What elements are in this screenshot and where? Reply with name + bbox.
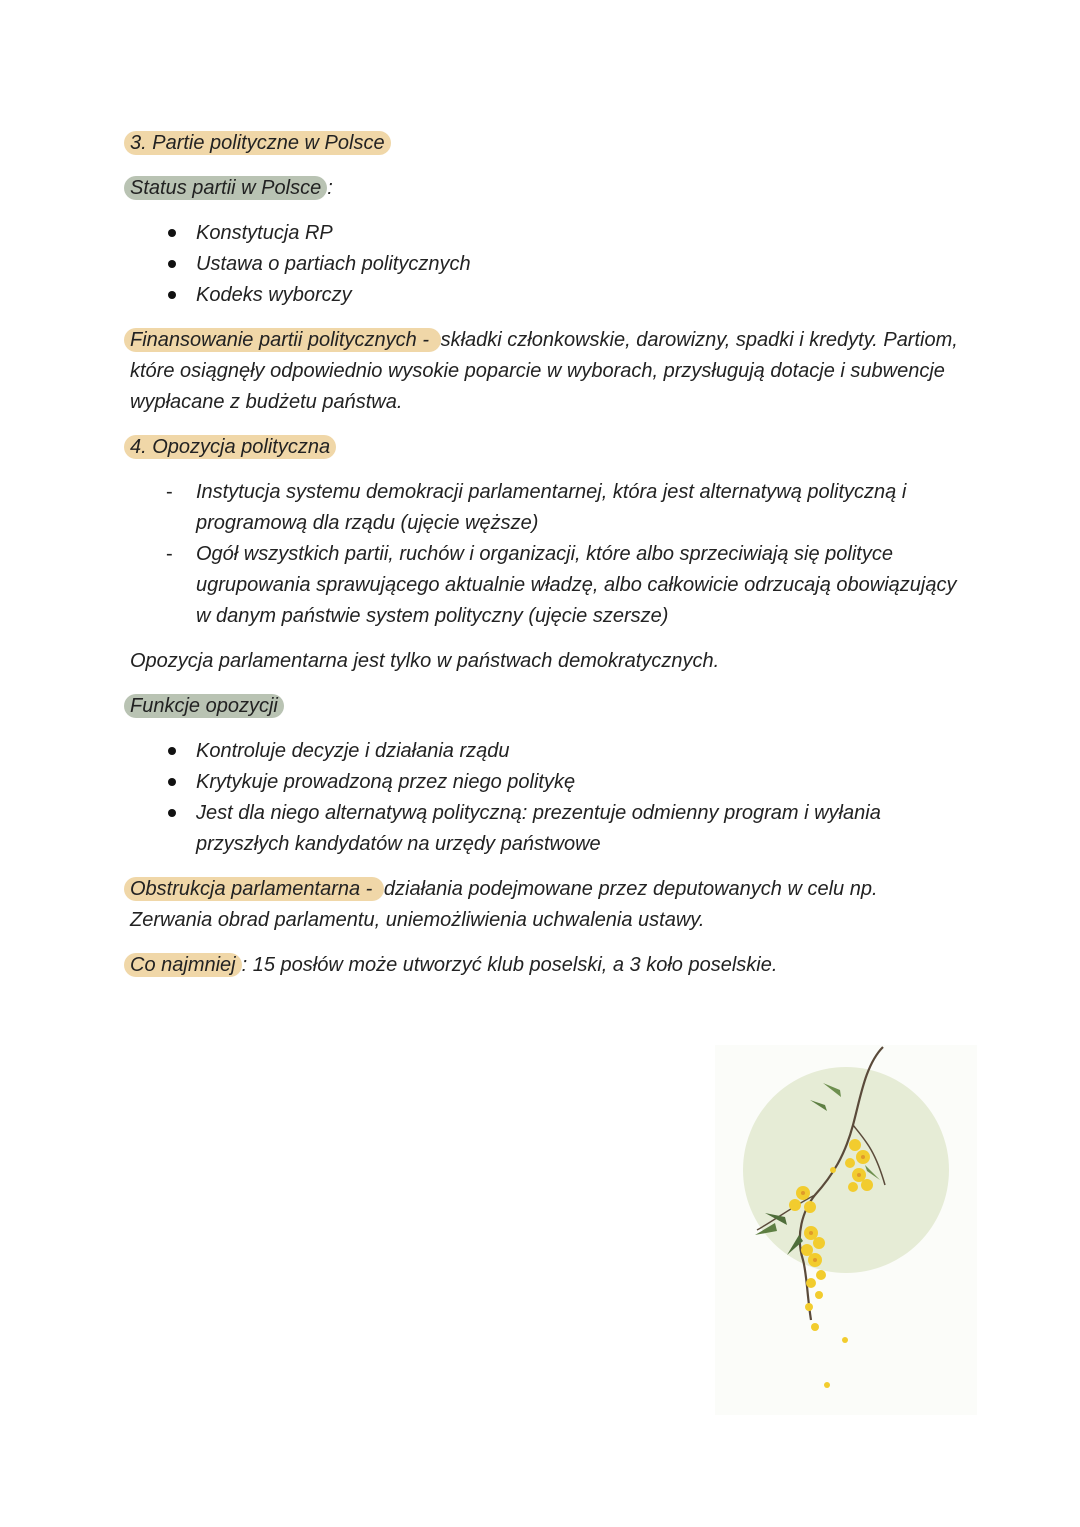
list-item — [130, 736, 960, 767]
status-item-text: Konstytucja RP — [196, 222, 333, 244]
list-item — [130, 767, 960, 798]
definitions-list — [130, 477, 960, 632]
section-4-heading-text: 4. Opozycja polityczna — [124, 435, 336, 459]
status-colon: : — [327, 177, 333, 199]
notes-content — [130, 128, 960, 981]
definition-text: Instytucja systemu demokracji parlamentarnej, która jest alternatywą polityczną i programową dla rządu (ujęcie węższe) — [196, 481, 907, 534]
status-label-line — [130, 173, 960, 204]
finance-text: składki członkowskie, darowizny, spadki i kredyty. Partiom, które osiągnęły odpowiednio wysokie poparcie w wyborach, przysługują dotacje i subwencje wypłacane z budżetu państwa. — [130, 329, 958, 413]
list-item — [130, 280, 960, 311]
list-item — [130, 477, 960, 539]
function-text: Jest dla niego alternatywą polityczną: prezentuje odmienny program i wyłania przyszłych kandydatów na urzędy państwowe — [196, 802, 881, 855]
list-item — [130, 798, 960, 860]
bullet-icon — [168, 260, 176, 268]
status-label: Status partii w Polsce — [124, 176, 327, 200]
dash-icon: - — [166, 481, 173, 503]
minimum-term: Co najmniej — [124, 953, 242, 977]
status-list — [130, 218, 960, 311]
list-item — [130, 249, 960, 280]
bullet-icon — [168, 747, 176, 755]
flowering-branch-icon — [715, 1045, 977, 1415]
minimum-text: : 15 posłów może utworzyć klub poselski, a 3 koło poselskie. — [241, 954, 778, 976]
function-text: Kontroluje decyzje i działania rządu — [196, 740, 510, 762]
obstruction-text: działania podejmowane przez deputowanych w celu np. Zerwania obrad parlamentu, uniemożliwienia uchwalenia ustawy. — [130, 878, 878, 931]
bullet-icon — [168, 291, 176, 299]
bullet-icon — [168, 809, 176, 817]
status-item-text: Kodeks wyborczy — [196, 284, 352, 306]
obstruction-separator: - — [360, 878, 378, 900]
list-item — [130, 539, 960, 632]
obstruction-term: Obstrukcja parlamentarna - — [124, 877, 384, 901]
section-3-heading — [130, 128, 960, 159]
obstruction-paragraph — [130, 874, 960, 936]
functions-label: Funkcje opozycji — [124, 694, 284, 718]
list-item — [130, 218, 960, 249]
functions-list — [130, 736, 960, 860]
section-3-heading-text: 3. Partie polityczne w Polsce — [124, 131, 391, 155]
opposition-note: Opozycja parlamentarna jest tylko w państwach demokratycznych. — [130, 650, 720, 672]
bullet-icon — [168, 778, 176, 786]
finance-separator: - — [416, 329, 435, 351]
definition-text: Ogół wszystkich partii, ruchów i organizacji, które albo sprzeciwiają się polityce ugrupowania sprawującego aktualnie władzę, albo całkowicie odrzucają obowiązujący w danym państwie system polityczny (ujęcie szersze) — [196, 543, 957, 627]
finance-term: Finansowanie partii politycznych - — [124, 328, 441, 352]
functions-label-line — [130, 691, 960, 722]
flower-circle — [743, 1067, 949, 1273]
bullet-icon — [168, 229, 176, 237]
minimum-paragraph — [130, 950, 960, 981]
finance-paragraph — [130, 325, 960, 418]
dash-icon: - — [166, 543, 173, 565]
function-text: Krytykuje prowadzoną przez niego politykę — [196, 771, 576, 793]
section-4-heading — [130, 432, 960, 463]
status-item-text: Ustawa o partiach politycznych — [196, 253, 471, 275]
